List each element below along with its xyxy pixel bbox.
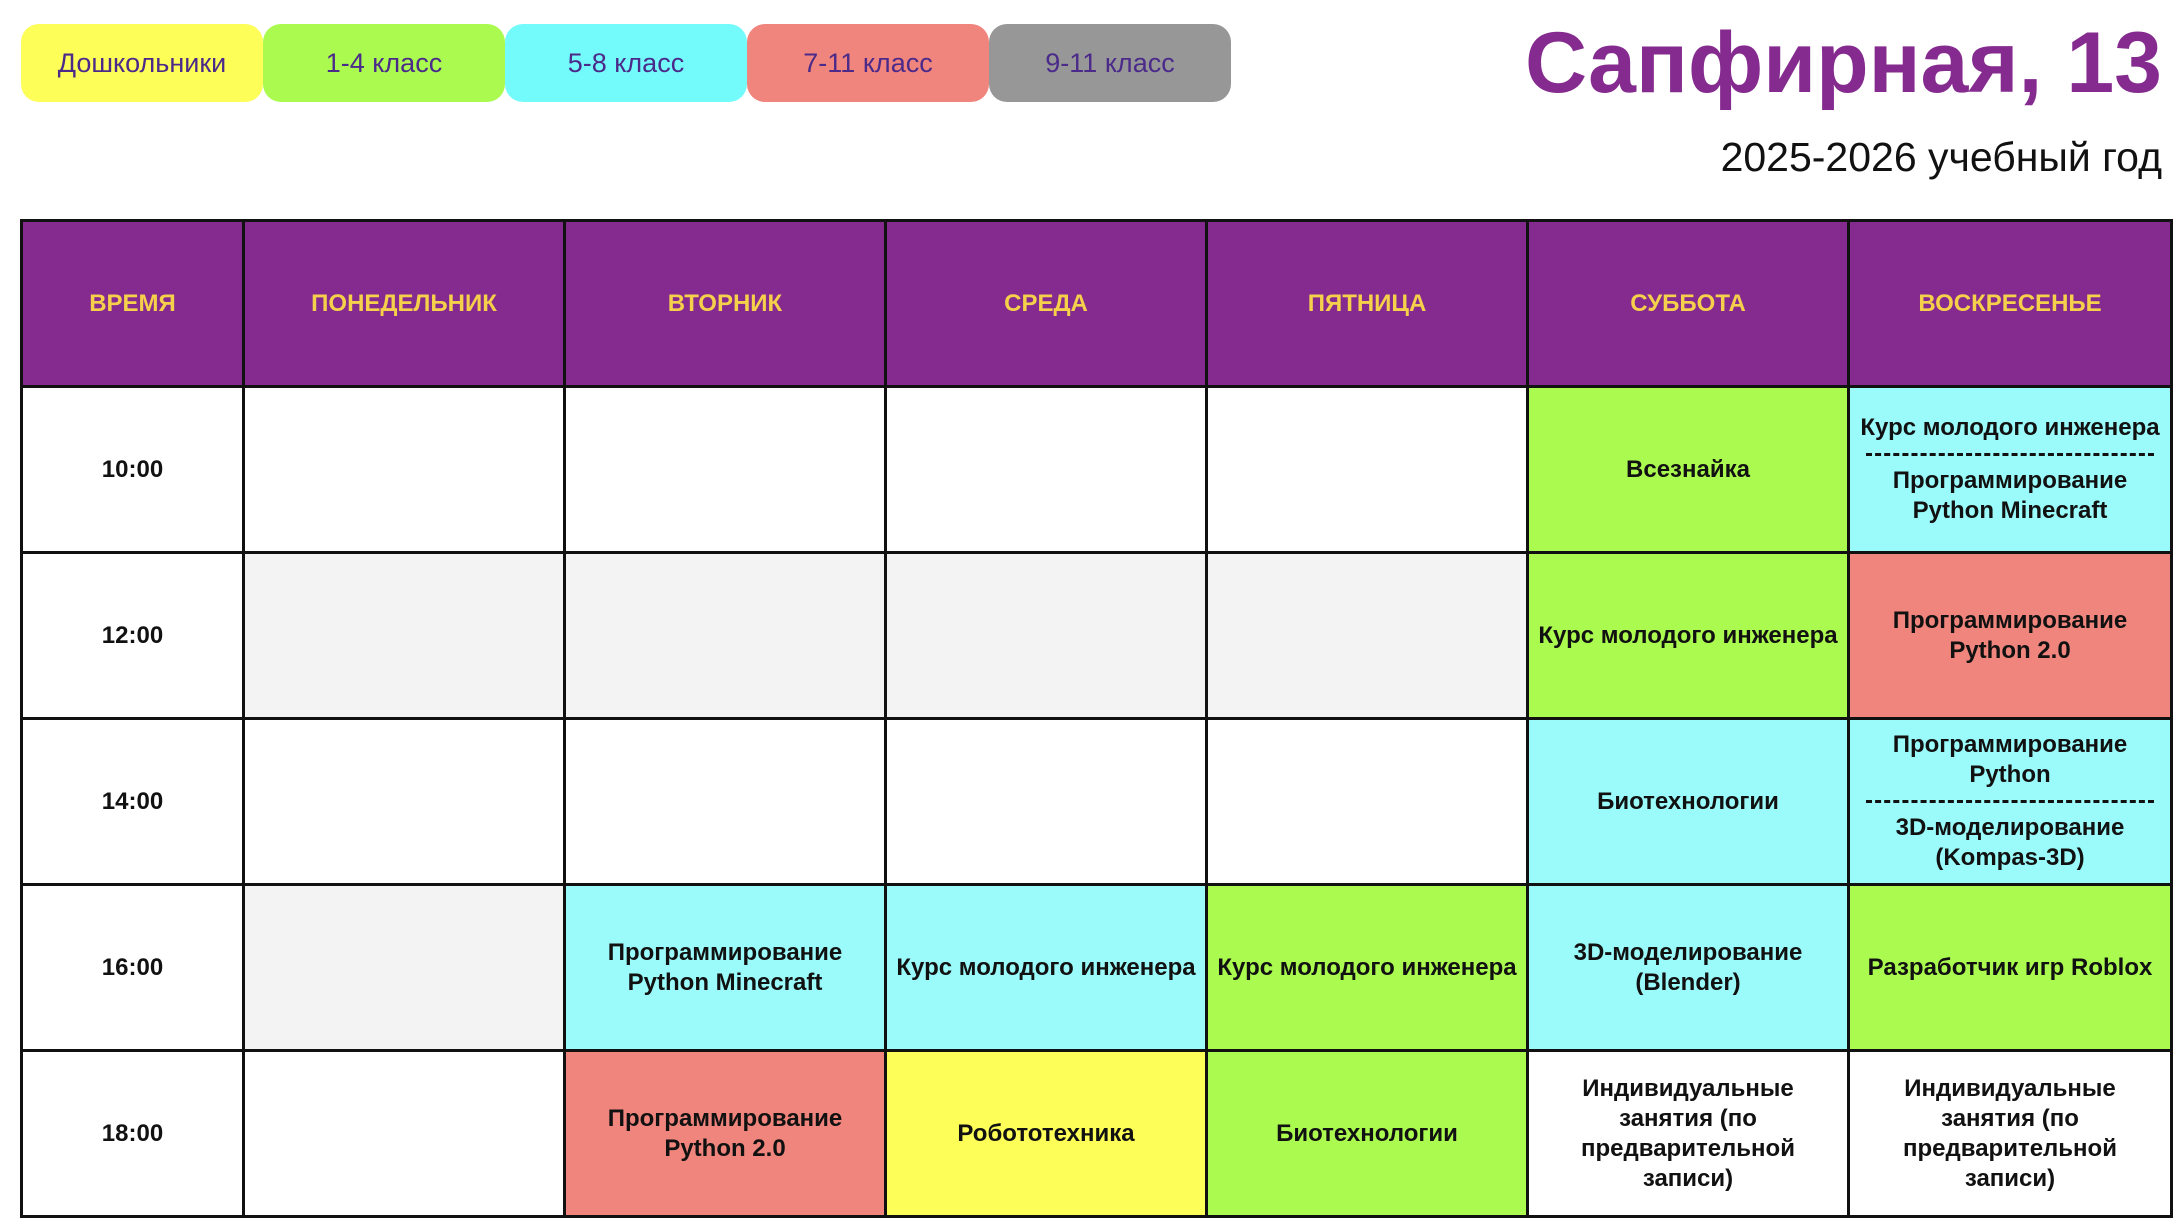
class-name: Программирование Python Minecraft [1892, 467, 2128, 524]
schedule-cell: Биотехнологии [1528, 719, 1849, 885]
table-row [22, 1051, 2172, 1217]
schedule-cell [244, 719, 565, 885]
schedule-cell [244, 387, 565, 553]
time-cell: 18:00 [22, 1051, 244, 1217]
schedule-cell: Биотехнологии [1207, 1051, 1528, 1217]
table-row [22, 387, 2172, 553]
time-cell: 12:00 [22, 553, 244, 719]
schedule-cell: Индивидуальные занятия (по предварительной записи) [1849, 1051, 2172, 1217]
time-cell: 14:00 [22, 719, 244, 885]
schedule-cell [244, 1051, 565, 1217]
schedule-cell [1207, 553, 1528, 719]
schedule-cell-split [1849, 387, 2172, 553]
time-cell: 16:00 [22, 885, 244, 1051]
schedule-cell [565, 553, 886, 719]
schedule-cell: Разработчик игр Roblox [1849, 885, 2172, 1051]
schedule-table [20, 219, 2173, 1218]
schedule-cell: Программирование Python 2.0 [1849, 553, 2172, 719]
header-wednesday: СРЕДА [886, 221, 1207, 387]
schedule-cell [565, 719, 886, 885]
schedule-cell [886, 719, 1207, 885]
legend [21, 24, 1231, 102]
header-sunday: ВОСКРЕСЕНЬЕ [1849, 221, 2172, 387]
schedule-cell: 3D-моделирование (Blender) [1528, 885, 1849, 1051]
schedule-cell [244, 553, 565, 719]
schedule-cell: Робототехника [886, 1051, 1207, 1217]
legend-label: 5-8 класс [567, 47, 685, 78]
legend-label: 1-4 класс [325, 47, 443, 78]
schedule-cell: Курс молодого инженера [1528, 553, 1849, 719]
table-row [22, 885, 2172, 1051]
dashed-divider [1866, 453, 2154, 456]
schedule-cell: Курс молодого инженера [886, 885, 1207, 1051]
class-name: Курс молодого инженера [1860, 414, 2160, 441]
page-title: Сапфирная, 13 [1525, 15, 2162, 111]
schedule-cell [1207, 387, 1528, 553]
class-name: Программирование Python [1892, 731, 2128, 788]
schedule-cell [244, 885, 565, 1051]
schedule-cell: Индивидуальные занятия (по предварительной записи) [1528, 1051, 1849, 1217]
legend-label: 9-11 класс [1045, 47, 1175, 78]
header-monday: ПОНЕДЕЛЬНИК [244, 221, 565, 387]
schedule-cell: Программирование Python Minecraft [565, 885, 886, 1051]
schedule-cell: Всезнайка [1528, 387, 1849, 553]
header-time: ВРЕМЯ [22, 221, 244, 387]
schedule-cell: Программирование Python 2.0 [565, 1051, 886, 1217]
schedule-cell [565, 387, 886, 553]
schedule-cell [886, 553, 1207, 719]
schedule-cell-split [1849, 719, 2172, 885]
legend-grade-7-11 [747, 24, 989, 102]
dashed-divider [1866, 800, 2154, 803]
time-cell: 10:00 [22, 387, 244, 553]
legend-label: 7-11 класс [803, 47, 933, 78]
legend-grade-5-8 [505, 24, 747, 102]
page-subtitle: 2025-2026 учебный год [1720, 134, 2162, 180]
schedule-cell: Курс молодого инженера [1207, 885, 1528, 1051]
legend-label: Дошкольники [57, 47, 227, 78]
schedule-cell [886, 387, 1207, 553]
header-tuesday: ВТОРНИК [565, 221, 886, 387]
schedule-cell [1207, 719, 1528, 885]
legend-grade-1-4 [263, 24, 505, 102]
header-friday: ПЯТНИЦА [1207, 221, 1528, 387]
table-row [22, 719, 2172, 885]
header-saturday: СУББОТА [1528, 221, 1849, 387]
class-name: 3D-моделирование (Kompas-3D) [1895, 814, 2125, 871]
header-row [22, 221, 2172, 387]
legend-grade-9-11 [989, 24, 1231, 102]
table-row [22, 553, 2172, 719]
legend-preschool [21, 24, 263, 102]
